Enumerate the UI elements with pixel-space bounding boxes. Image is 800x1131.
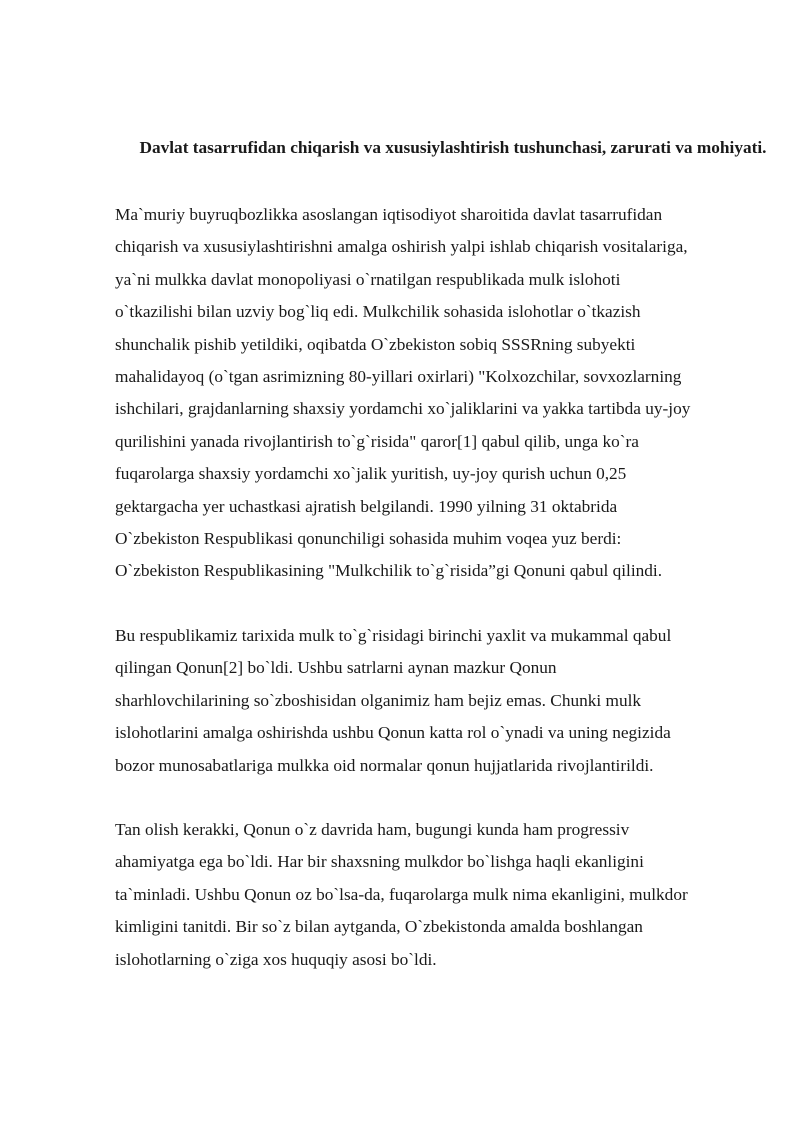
paragraph-2 [115,620,755,782]
paragraph-3 [115,814,755,976]
text-line: sharhlovchilarining so`zboshisidan olganimiz ham bejiz emas. Chunki mulk [115,690,642,710]
text-line: Bu respublikamiz tarixida mulk to`g`risidagi birinchi yaxlit va mukammal qabul [115,626,672,645]
text-line: qilingan Qonun[2] bo`ldi. Ushbu satrlarni aynan mazkur Qonun [115,658,557,678]
text-line: Tan olish kerakki, Qonun o`z davrida ham, bugungi kunda ham progressiv [115,820,630,839]
text-line: islohotlarning o`ziga xos huquqiy asosi bo`ldi. [115,949,437,969]
text-line: chiqarish va xususiylashtirishni amalga oshirish yalpi ishlab chiqarish vositalariga, [115,237,688,257]
paragraph-1 [115,199,755,588]
text-line: bozor munosabatlariga mulkka oid normalar qonun hujjatlarida rivojlantirildi. [115,755,654,775]
text-line: gektargacha yer uchastkasi ajratish belgilandi. 1990 yilning 31 oktabrida [115,496,618,516]
text-line: mahalidayoq (o`tgan asrimizning 80-yillari oxirlari) "Kolxozchilar, sovxozlarning [115,367,682,387]
text-line: kimligini tanitdi. Bir so`z bilan aytganda, O`zbekistonda amalda boshlangan [115,917,643,937]
text-line: ya`ni mulkka davlat monopoliyasi o`rnatilgan respublikada mulk islohoti [115,269,621,289]
text-line: ishchilari, grajdanlarning shaxsiy yordamchi xo`jaliklarini va yakka tartibda uy-joy [115,399,691,419]
text-line: fuqarolarga shaxsiy yordamchi xo`jalik yuritish, uy-joy qurish uchun 0,25 [115,464,627,484]
text-line: ta`minladi. Ushbu Qonun oz bo`lsa-da, fuqarolarga mulk nima ekanligini, mulkdor [115,884,688,904]
text-line: qurilishini yanada rivojlantirish to`g`risida" qaror[1] qabul qilib, unga ko`ra [115,431,639,451]
text-line: islohotlarini amalga oshirishda ushbu Qonun katta rol o`ynadi va uning negizida [115,723,671,743]
document-title: Davlat tasarrufidan chiqarish va xususiylashtirish tushunchasi, zarurati va mohiyati. [139,138,767,157]
text-line: O`zbekiston Respublikasi qonunchiligi sohasida muhim voqea yuz berdi: [115,529,622,549]
text-line: o`tkazilishi bilan uzviy bog`liq edi. Mulkchilik sohasida islohotlar o`tkazish [115,302,641,322]
text-line: O`zbekiston Respublikasining "Mulkchilik to`g`risida”gi Qonuni qabul qilindi. [115,561,663,581]
text-line: ahamiyatga ega bo`ldi. Har bir shaxsning mulkdor bo`lishga haqli ekanligini [115,852,644,872]
text-line: Ma`muriy buyruqbozlikka asoslangan iqtisodiyot sharoitida davlat tasarrufidan [115,205,663,224]
text-line: shunchalik pishib yetildiki, oqibatda O`zbekiston sobiq SSSRning subyekti [115,334,636,354]
